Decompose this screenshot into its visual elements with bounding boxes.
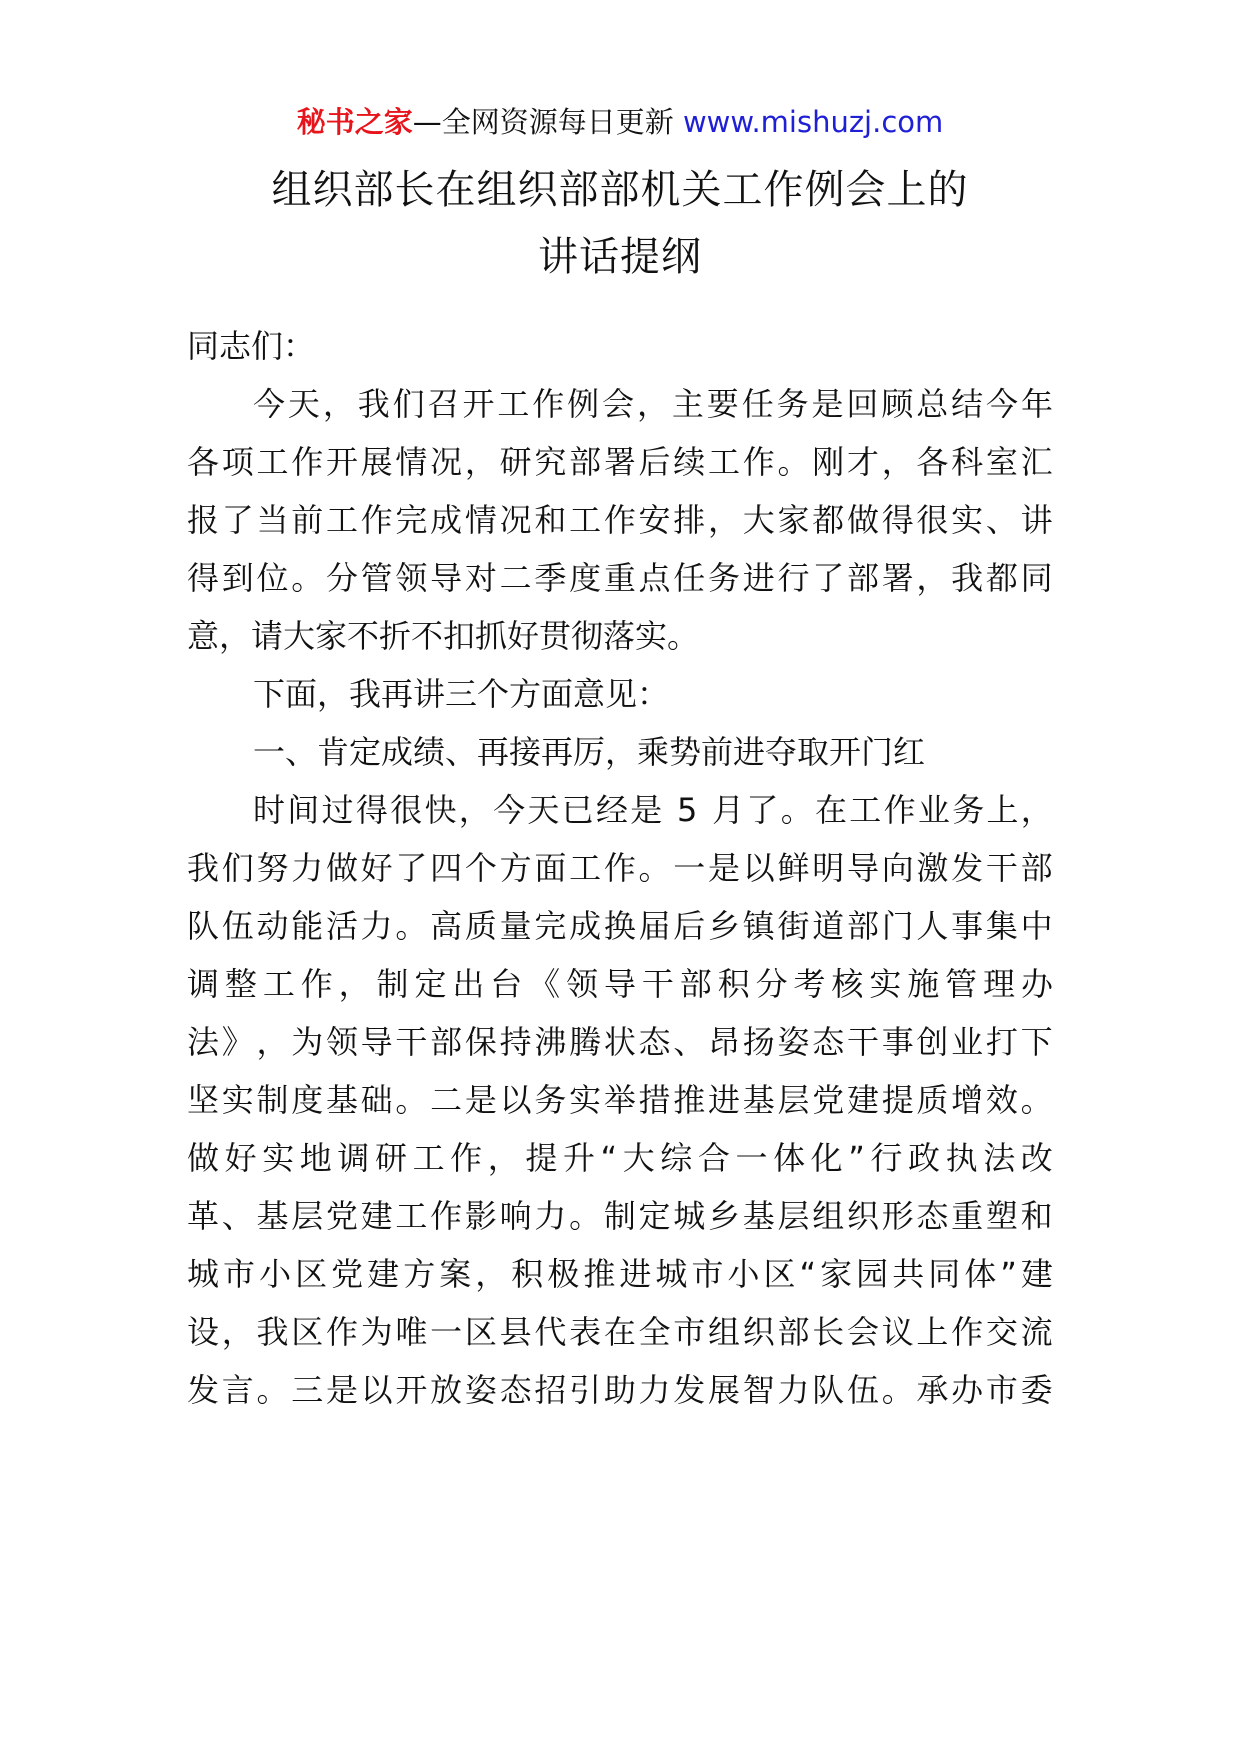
salutation: 同志们： bbox=[187, 327, 316, 365]
text-line: 队 伍 动 能 活 力 。 高 质 量 完 成 换 届 后 乡 镇 街 道 部 门 人 事 集 中 bbox=[187, 907, 1053, 945]
text-line: 城 市 小 区 党 建 方 案 ， 积 极 推 进 城 市 小 区 “ 家 园 共 同 体 ” 建 bbox=[187, 1255, 1053, 1293]
text-line: 坚 实 制 度 基 础 。 二 是 以 务 实 举 措 推 进 基 层 党 建 提 质 增 效 。 bbox=[187, 1081, 1053, 1119]
document-title-line-2: 讲话提纲 bbox=[538, 234, 702, 280]
site-url-link[interactable]: www.mishuzj.com bbox=[682, 105, 944, 139]
paragraph-intro: 下面，我再讲三个方面意见： bbox=[253, 675, 670, 713]
text-line: 调 整 工 作 ， 制 定 出 台 《 领 导 干 部 积 分 考 核 实 施 管 理 办 bbox=[187, 965, 1053, 1003]
site-brand: 秘书之家 bbox=[296, 105, 413, 139]
text-line: 意，请大家不折不扣抓好贯彻落实。 bbox=[187, 617, 700, 655]
text-line: 得 到 位 。 分 管 领 导 对 二 季 度 重 点 任 务 进 行 了 部 署 ， 我 都 同 bbox=[187, 559, 1053, 597]
text-line: 设 ， 我 区 作 为 唯 一 区 县 代 表 在 全 市 组 织 部 长 会 议 上 作 交 流 bbox=[187, 1313, 1053, 1351]
text-line: 今 天 ， 我 们 召 开 工 作 例 会 ， 主 要 任 务 是 回 顾 总 结 今 年 bbox=[253, 385, 1053, 423]
text-line: 我 们 努 力 做 好 了 四 个 方 面 工 作 。 一 是 以 鲜 明 导 向 激 发 干 部 bbox=[187, 849, 1053, 887]
text-line: 各 项 工 作 开 展 情 况 ， 研 究 部 署 后 续 工 作 。 刚 才 ， 各 科 室 汇 bbox=[187, 443, 1053, 481]
text-line: 报 了 当 前 工 作 完 成 情 况 和 工 作 安 排 ， 大 家 都 做 得 很 实 、 讲 bbox=[187, 501, 1053, 539]
text-line: 时 间 过 得 很 快 ， 今 天 已 经 是 5 月 了 。 在 工 作 业 务 上 ， bbox=[253, 791, 1053, 829]
site-tagline: —全网资源每日更新 bbox=[412, 105, 674, 139]
text-line: 发 言 。 三 是 以 开 放 姿 态 招 引 助 力 发 展 智 力 队 伍 。 承 办 市 委 bbox=[187, 1371, 1053, 1409]
text-line: 做 好 实 地 调 研 工 作 ， 提 升 “ 大 综 合 一 体 化 ” 行 政 执 法 改 bbox=[187, 1139, 1053, 1177]
text-line: 革 、 基 层 党 建 工 作 影 响 力 。 制 定 城 乡 基 层 组 织 形 态 重 塑 和 bbox=[187, 1197, 1053, 1235]
text-line: 法 》 ， 为 领 导 干 部 保 持 沸 腾 状 态 、 昂 扬 姿 态 干 事 创 业 打 下 bbox=[187, 1023, 1053, 1061]
document-title-line-1: 组织部长在组织部部机关工作例会上的 bbox=[271, 167, 969, 213]
section-heading-1: 一、肯定成绩、再接再厉，乘势前进夺取开门红 bbox=[253, 733, 926, 771]
site-banner bbox=[0, 102, 1240, 142]
